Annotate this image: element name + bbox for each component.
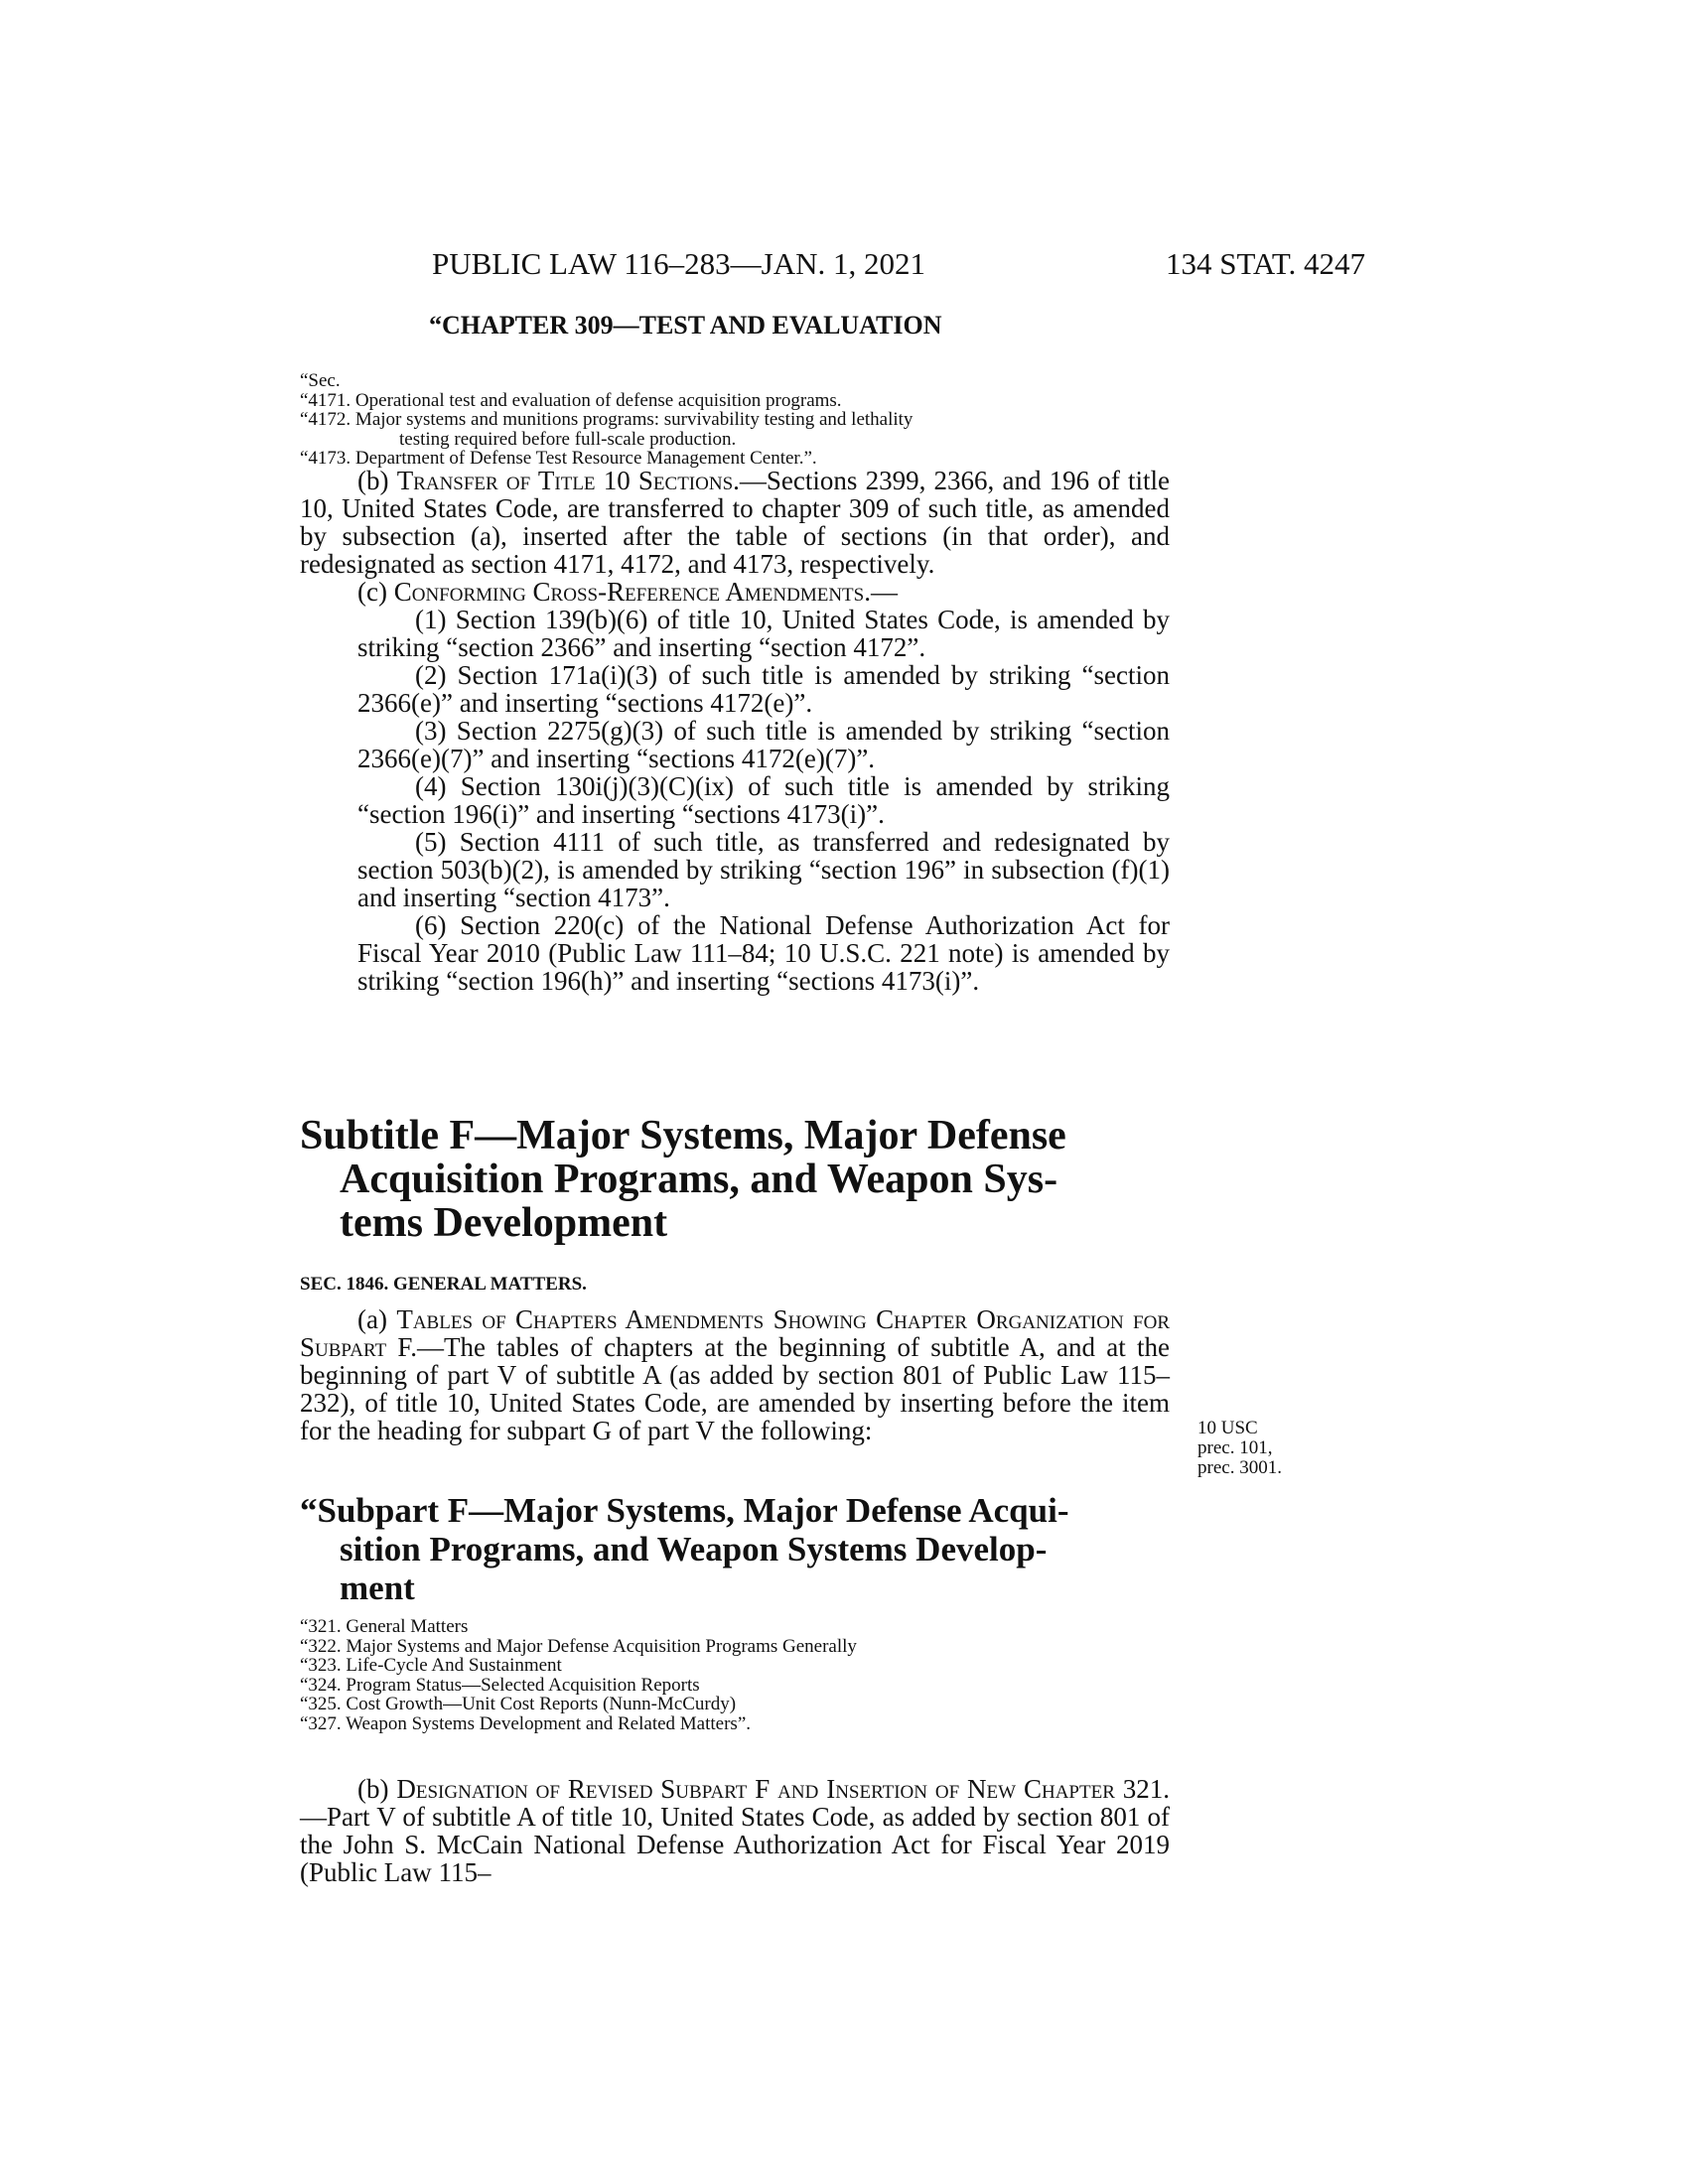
amendment-item: (1) Section 139(b)(6) of title 10, United States Code, is amended by striking “section 2366” and inserting “section 4172”. — [357, 605, 1170, 662]
toc-line: “4172. Major systems and munitions programs: survivability testing and lethality — [300, 409, 914, 430]
toc-line: “325. Cost Growth—Unit Cost Reports (Nunn-McCurdy) — [300, 1694, 737, 1714]
chapter-title: “CHAPTER 309—TEST AND EVALUATION — [429, 311, 942, 340]
paragraph-heading: Tables of Chapters Amendments Showing Chapter Organization for Subpart F. — [300, 1304, 1170, 1362]
running-header-law: PUBLIC LAW 116–283—JAN. 1, 2021 — [432, 246, 925, 281]
toc-line: “323. Life-Cycle And Sustainment — [300, 1655, 562, 1676]
amendment-item: (6) Section 220(c) of the National Defense Authorization Act for Fiscal Year 2010 (Public Law 111–84; 10 U.S.C. 221 note) is amended by striking “section 196(h)” and inserting “sections 4173(i)”. — [357, 910, 1170, 996]
toc-line: “Sec. — [300, 370, 341, 391]
toc-line: testing required before full-scale production. — [399, 428, 737, 450]
amendment-item: (4) Section 130i(j)(3)(C)(ix) of such title is amended by striking “section 196(i)” and inserting “sections 4173(i)”. — [357, 771, 1170, 829]
running-header-stat-page: 134 STAT. 4247 — [1165, 246, 1365, 281]
paragraph-b-transfer: (b) Transfer of Title 10 Sections.—Sections 2399, 2366, and 196 of title 10, United States Code, are transferred to chapter 309 of such title, as amended by subsection (a), inserted after the table of sections (in that order), and redesignated as section 4171, 4172, and 4173, respectively. — [300, 466, 1171, 579]
toc-line: “324. Program Status—Selected Acquisition Reports — [300, 1674, 700, 1696]
subsection-b-c-block — [300, 467, 1170, 995]
toc-line: “327. Weapon Systems Development and Related Matters”. — [300, 1712, 752, 1734]
paragraph-heading: Transfer of Title 10 Sections. — [396, 466, 740, 495]
toc-line: “4173. Department of Defense Test Resource Management Center.”. — [300, 448, 817, 469]
paragraph-heading: Designation of Revised Subpart F and Insertion of New Chapter 321. — [396, 1774, 1171, 1804]
subpart-f-table-of-chapters — [300, 1617, 1170, 1733]
paragraph-b-designation: (b) Designation of Revised Subpart F and Insertion of New Chapter 321.—Part V of subtitle A of title 10, United States Code, as added by section 801 of the John S. McCain National Defense Authorization Act for Fiscal Year 2019 (Public Law 115– — [300, 1774, 1171, 1887]
paragraph-a-tables: (a) Tables of Chapters Amendments Showing Chapter Organization for Subpart F.—The tables of chapters at the beginning of subtitle A, and at the beginning of part V of subtitle A (as added by section 801 of Public Law 115–232), of title 10, United States Code, are amended by inserting before the item for the heading for subpart G of part V the following: — [300, 1304, 1170, 1445]
paragraph-c-conforming: (c) Conforming Cross-Reference Amendments.— — [357, 577, 898, 607]
toc-line: “4171. Operational test and evaluation of defense acquisition programs. — [300, 389, 842, 411]
amendment-item: (3) Section 2275(g)(3) of such title is amended by striking “section 2366(e)(7)” and inserting “sections 4172(e)(7)”. — [357, 716, 1170, 773]
subtitle-f-heading: Subtitle F—Major Systems, Major Defense Acquisition Programs, and Weapon Sys- tems Development — [300, 1113, 1066, 1246]
toc-line: “322. Major Systems and Major Defense Acquisition Programs Generally — [300, 1635, 857, 1657]
paragraph-heading: Conforming Cross-Reference Amendments. — [393, 577, 871, 607]
amendment-item: (5) Section 4111 of such title, as transferred and redesignated by section 503(b)(2), is amended by striking “section 196” in subsection (f)(1) and inserting “section 4173”. — [357, 827, 1170, 912]
toc-line: “321. General Matters — [300, 1616, 469, 1637]
chapter-309-table-of-sections — [300, 371, 1170, 469]
subpart-f-heading: “Subpart F—Major Systems, Major Defense Acqui- sition Programs, and Weapon Systems Develop- ment — [300, 1491, 1069, 1607]
margin-citation-note: 10 USC prec. 101, prec. 3001. — [1197, 1418, 1282, 1478]
amendment-item: (2) Section 171a(i)(3) of such title is amended by striking “section 2366(e)” and inserting “sections 4172(e)”. — [357, 660, 1170, 718]
section-1846-heading: SEC. 1846. GENERAL MATTERS. — [300, 1274, 587, 1295]
